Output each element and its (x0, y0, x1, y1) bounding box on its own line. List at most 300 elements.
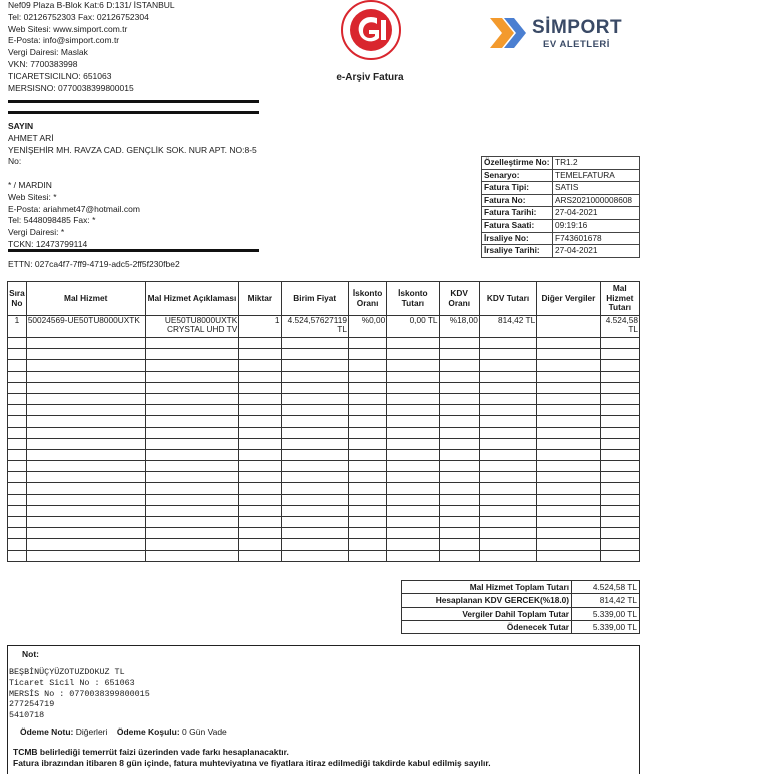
empty-cell (239, 360, 281, 371)
empty-cell (8, 449, 27, 460)
empty-cell (145, 338, 239, 349)
empty-cell (348, 393, 386, 404)
empty-cell (281, 438, 348, 449)
empty-cell (537, 472, 600, 483)
empty-cell (239, 472, 281, 483)
seller-line: Nef09 Plaza B-Blok Kat:6 D:131/ İSTANBUL (8, 0, 175, 10)
totals-value: 5.339,00 TL (572, 620, 640, 633)
empty-table-row (8, 338, 640, 349)
items-header-cell: Birim Fiyat (281, 282, 348, 316)
empty-cell (387, 371, 439, 382)
totals-value: 4.524,58 TL (572, 581, 640, 594)
empty-cell (8, 382, 27, 393)
empty-cell (239, 438, 281, 449)
invoice-info-row (482, 157, 640, 170)
empty-cell (348, 416, 386, 427)
totals-value: 5.339,00 TL (572, 607, 640, 620)
empty-table-row (8, 438, 640, 449)
invoice-info-value: TEMELFATURA (553, 169, 640, 182)
empty-cell (239, 494, 281, 505)
empty-cell (600, 461, 639, 472)
empty-cell (439, 528, 479, 539)
empty-cell (281, 405, 348, 416)
totals-value: 814,42 TL (572, 594, 640, 607)
empty-cell (537, 494, 600, 505)
empty-cell (600, 371, 639, 382)
table-cell: 4.524,57627119 TL (281, 316, 348, 338)
empty-table-row (8, 528, 640, 539)
empty-cell (479, 461, 536, 472)
invoice-info-key: İrsaliye No: (482, 232, 553, 245)
empty-cell (479, 393, 536, 404)
empty-cell (239, 528, 281, 539)
items-header-cell: KDV Tutarı (479, 282, 536, 316)
seller-line: Web Sitesi: www.simport.com.tr (8, 23, 128, 34)
empty-cell (239, 338, 281, 349)
empty-cell (387, 505, 439, 516)
empty-cell (26, 517, 145, 528)
terms-line: Fatura ibrazından itibaren 8 gün içinde, fatura muhteviyatına ve fiyatlara itiraz edilmediği takdirde kabul edilmiş sayılır. (13, 758, 491, 768)
empty-cell (239, 349, 281, 360)
empty-cell (281, 472, 348, 483)
empty-cell (537, 517, 600, 528)
empty-cell (26, 382, 145, 393)
items-table (7, 281, 640, 562)
table-cell: 4.524,58 TL (600, 316, 639, 338)
empty-cell (387, 338, 439, 349)
empty-cell (537, 550, 600, 561)
empty-cell (479, 550, 536, 561)
empty-cell (600, 349, 639, 360)
empty-cell (8, 371, 27, 382)
empty-cell (145, 528, 239, 539)
empty-cell (145, 416, 239, 427)
empty-cell (479, 405, 536, 416)
empty-cell (26, 550, 145, 561)
chevron-logo-icon (488, 16, 528, 50)
buyer-line: Tel: 5448098485 Fax: * (8, 215, 96, 226)
empty-cell (439, 505, 479, 516)
empty-cell (479, 517, 536, 528)
empty-table-row (8, 494, 640, 505)
table-cell: 1 (239, 316, 281, 338)
empty-cell (281, 382, 348, 393)
empty-cell (439, 472, 479, 483)
empty-cell (145, 360, 239, 371)
buyer-title: SAYIN (8, 121, 34, 131)
empty-cell (537, 382, 600, 393)
empty-cell (26, 438, 145, 449)
empty-cell (348, 494, 386, 505)
empty-cell (387, 472, 439, 483)
empty-cell (239, 483, 281, 494)
seller-divider (8, 100, 259, 103)
empty-cell (145, 449, 239, 460)
note-box (7, 645, 640, 774)
empty-cell (439, 349, 479, 360)
totals-row (402, 594, 640, 607)
empty-cell (26, 371, 145, 382)
empty-cell (439, 494, 479, 505)
invoice-info-value: 27-04-2021 (553, 207, 640, 220)
invoice-info-value: 27-04-2021 (553, 245, 640, 258)
invoice-info-table (481, 156, 640, 258)
empty-cell (537, 505, 600, 516)
buyer-line: Web Sitesi: * (8, 191, 57, 202)
payment-note-value: Diğerleri (75, 727, 108, 737)
empty-cell (439, 461, 479, 472)
document-title: e-Arşiv Fatura (336, 72, 404, 83)
empty-cell (439, 427, 479, 438)
empty-cell (348, 371, 386, 382)
table-cell: 50024569-UE50TU8000UXTK (26, 316, 145, 338)
gib-seal-icon (335, 0, 407, 60)
empty-cell (600, 539, 639, 550)
empty-cell (239, 427, 281, 438)
empty-cell (348, 550, 386, 561)
payment-info (20, 727, 227, 737)
empty-cell (537, 393, 600, 404)
note-label: Not: (22, 649, 39, 659)
empty-cell (281, 505, 348, 516)
invoice-info-key: Fatura Tarihi: (482, 207, 553, 220)
empty-cell (239, 539, 281, 550)
empty-cell (26, 472, 145, 483)
empty-cell (537, 483, 600, 494)
empty-cell (600, 505, 639, 516)
empty-cell (439, 449, 479, 460)
buyer-line (8, 168, 268, 180)
empty-cell (239, 517, 281, 528)
empty-cell (600, 550, 639, 561)
empty-cell (600, 528, 639, 539)
empty-cell (26, 528, 145, 539)
seller-line: TICARETSICILNO: 651063 (8, 70, 112, 81)
empty-cell (145, 483, 239, 494)
invoice-info-value: F743601678 (553, 232, 640, 245)
empty-cell (537, 405, 600, 416)
empty-cell (26, 494, 145, 505)
table-cell: 0,00 TL (387, 316, 439, 338)
empty-cell (600, 427, 639, 438)
empty-cell (387, 517, 439, 528)
empty-cell (281, 338, 348, 349)
empty-table-row (8, 427, 640, 438)
empty-cell (145, 405, 239, 416)
empty-cell (281, 416, 348, 427)
seller-line: MERSISNO: 0770038399800015 (8, 82, 134, 93)
empty-cell (239, 449, 281, 460)
empty-cell (348, 505, 386, 516)
empty-cell (26, 505, 145, 516)
empty-cell (348, 349, 386, 360)
note-line: Ticaret Sicil No : 651063 (9, 677, 135, 688)
empty-cell (26, 349, 145, 360)
empty-cell (348, 449, 386, 460)
empty-cell (479, 505, 536, 516)
empty-cell (8, 338, 27, 349)
invoice-info-key: Fatura Saati: (482, 219, 553, 232)
buyer-line: YENİŞEHİR MH. RAVZA CAD. GENÇLİK SOK. NUR APT. NO:8-5 (8, 144, 257, 155)
empty-cell (537, 539, 600, 550)
invoice-info-row (482, 207, 640, 220)
empty-cell (439, 371, 479, 382)
buyer-line: E-Posta: ariahmet47@hotmail.com (8, 203, 140, 214)
buyer-line: * / MARDIN (8, 179, 52, 190)
empty-cell (479, 472, 536, 483)
empty-cell (8, 494, 27, 505)
empty-cell (281, 461, 348, 472)
empty-cell (26, 405, 145, 416)
empty-table-row (8, 416, 640, 427)
buyer-line: No: (8, 156, 22, 167)
terms-text (13, 747, 491, 769)
buyer-line: AHMET ARİ (8, 132, 54, 143)
invoice-info-key: İrsaliye Tarihi: (482, 245, 553, 258)
empty-table-row (8, 360, 640, 371)
table-cell: UE50TU8000UXTK CRYSTAL UHD TV (145, 316, 239, 338)
empty-cell (387, 360, 439, 371)
empty-cell (479, 528, 536, 539)
empty-cell (537, 438, 600, 449)
empty-cell (479, 438, 536, 449)
payment-condition-label: Ödeme Koşulu: (116, 727, 180, 737)
seller-line: E-Posta: info@simport.com.tr (8, 35, 120, 46)
empty-cell (439, 393, 479, 404)
empty-cell (8, 405, 27, 416)
empty-cell (145, 427, 239, 438)
empty-cell (145, 517, 239, 528)
items-header-cell: Mal Hizmet (26, 282, 145, 316)
table-row (8, 316, 640, 338)
invoice-info-row (482, 182, 640, 195)
empty-cell (439, 360, 479, 371)
empty-table-row (8, 382, 640, 393)
empty-cell (600, 494, 639, 505)
brand-name: SİMPORT (532, 17, 623, 38)
empty-cell (387, 550, 439, 561)
empty-cell (145, 505, 239, 516)
table-cell: 814,42 TL (479, 316, 536, 338)
note-line: 5410718 (9, 710, 45, 721)
empty-cell (348, 528, 386, 539)
totals-row (402, 607, 640, 620)
empty-cell (281, 349, 348, 360)
empty-cell (479, 382, 536, 393)
empty-cell (479, 349, 536, 360)
empty-cell (145, 393, 239, 404)
totals-row (402, 620, 640, 633)
empty-cell (8, 539, 27, 550)
empty-cell (537, 338, 600, 349)
empty-cell (479, 449, 536, 460)
empty-cell (479, 360, 536, 371)
empty-cell (239, 505, 281, 516)
items-header-cell: KDV Oranı (439, 282, 479, 316)
empty-cell (145, 550, 239, 561)
empty-cell (439, 438, 479, 449)
invoice-info-value: ARS2021000008608 (553, 194, 640, 207)
empty-cell (537, 449, 600, 460)
empty-cell (239, 393, 281, 404)
invoice-info-row (482, 232, 640, 245)
empty-cell (348, 483, 386, 494)
empty-table-row (8, 405, 640, 416)
empty-cell (145, 349, 239, 360)
empty-cell (600, 517, 639, 528)
totals-row (402, 581, 640, 594)
empty-cell (8, 461, 27, 472)
empty-cell (600, 405, 639, 416)
empty-cell (145, 382, 239, 393)
empty-cell (600, 416, 639, 427)
empty-cell (8, 550, 27, 561)
empty-cell (600, 393, 639, 404)
empty-cell (239, 382, 281, 393)
seller-line: VKN: 7700383998 (8, 58, 78, 69)
empty-cell (145, 461, 239, 472)
note-line: MERSİS No : 0770038399800015 (9, 688, 150, 699)
empty-cell (281, 483, 348, 494)
invoice-info-value: SATIS (553, 182, 640, 195)
buyer-line: Vergi Dairesi: * (8, 227, 65, 238)
empty-cell (439, 539, 479, 550)
terms-line: TCMB belirlediği temerrüt faizi üzerinden vade farkı hesaplanacaktır. (13, 747, 289, 757)
empty-cell (145, 539, 239, 550)
note-line: 277254719 (9, 699, 55, 710)
table-cell (537, 316, 600, 338)
empty-cell (537, 371, 600, 382)
empty-cell (439, 483, 479, 494)
invoice-info-key: Fatura Tipi: (482, 182, 553, 195)
empty-table-row (8, 461, 640, 472)
empty-cell (600, 472, 639, 483)
empty-cell (281, 449, 348, 460)
empty-cell (145, 472, 239, 483)
empty-cell (439, 517, 479, 528)
empty-cell (387, 427, 439, 438)
empty-cell (145, 371, 239, 382)
items-header-cell: Sıra No (8, 282, 27, 316)
empty-cell (537, 528, 600, 539)
empty-cell (439, 416, 479, 427)
empty-table-row (8, 517, 640, 528)
empty-cell (281, 427, 348, 438)
empty-cell (439, 382, 479, 393)
empty-cell (348, 427, 386, 438)
empty-cell (239, 416, 281, 427)
empty-cell (387, 405, 439, 416)
empty-table-row (8, 393, 640, 404)
empty-cell (26, 360, 145, 371)
empty-cell (479, 416, 536, 427)
empty-cell (281, 517, 348, 528)
invoice-info-row (482, 169, 640, 182)
empty-cell (281, 550, 348, 561)
empty-cell (479, 427, 536, 438)
empty-cell (439, 550, 479, 561)
empty-cell (8, 427, 27, 438)
note-lines (9, 667, 150, 721)
empty-cell (8, 438, 27, 449)
empty-cell (600, 438, 639, 449)
table-cell: %18,00 (439, 316, 479, 338)
empty-cell (281, 360, 348, 371)
empty-cell (387, 438, 439, 449)
empty-table-row (8, 449, 640, 460)
seller-line: Tel: 02126752303 Fax: 02126752304 (8, 11, 149, 22)
empty-cell (479, 371, 536, 382)
empty-cell (281, 494, 348, 505)
payment-condition-value: 0 Gün Vade (182, 727, 227, 737)
empty-cell (537, 427, 600, 438)
empty-cell (8, 360, 27, 371)
empty-cell (479, 483, 536, 494)
ettn-line: ETTN: 027ca4f7-7ff9-4719-adc5-2ff5f230fbe2 (8, 259, 180, 269)
buyer-divider (8, 249, 259, 252)
empty-cell (8, 517, 27, 528)
invoice-info-row (482, 219, 640, 232)
invoice-info-value: TR1.2 (553, 157, 640, 170)
empty-cell (8, 483, 27, 494)
empty-cell (537, 360, 600, 371)
empty-cell (348, 461, 386, 472)
empty-cell (387, 393, 439, 404)
items-header-cell: İskonto Oranı (348, 282, 386, 316)
empty-cell (348, 405, 386, 416)
empty-table-row (8, 550, 640, 561)
empty-cell (8, 393, 27, 404)
empty-cell (348, 360, 386, 371)
empty-cell (26, 449, 145, 460)
invoice-info-value: 09:19:16 (553, 219, 640, 232)
empty-cell (281, 528, 348, 539)
empty-cell (600, 382, 639, 393)
empty-cell (348, 472, 386, 483)
empty-cell (479, 539, 536, 550)
empty-cell (387, 528, 439, 539)
items-header-cell: Mal Hizmet Tutarı (600, 282, 639, 316)
invoice-info-row (482, 245, 640, 258)
empty-cell (387, 382, 439, 393)
empty-cell (387, 416, 439, 427)
empty-cell (8, 472, 27, 483)
seller-line: Vergi Dairesi: Maslak (8, 47, 88, 58)
brand-subtitle: EV ALETLERİ (543, 39, 610, 50)
totals-key: Mal Hizmet Toplam Tutarı (402, 581, 572, 594)
empty-cell (145, 494, 239, 505)
seller-info (8, 0, 268, 94)
table-cell: %0,00 (348, 316, 386, 338)
totals-key: Vergiler Dahil Toplam Tutar (402, 607, 572, 620)
empty-cell (439, 405, 479, 416)
empty-cell (8, 528, 27, 539)
empty-table-row (8, 505, 640, 516)
buyer-info (8, 121, 268, 251)
empty-cell (281, 539, 348, 550)
empty-cell (145, 438, 239, 449)
empty-cell (348, 539, 386, 550)
empty-cell (26, 393, 145, 404)
empty-cell (239, 371, 281, 382)
empty-cell (26, 483, 145, 494)
table-cell: 1 (8, 316, 27, 338)
empty-cell (387, 449, 439, 460)
empty-cell (239, 405, 281, 416)
items-header-cell: İskonto Tutarı (387, 282, 439, 316)
totals-key: Ödenecek Tutar (402, 620, 572, 633)
invoice-info-row (482, 194, 640, 207)
